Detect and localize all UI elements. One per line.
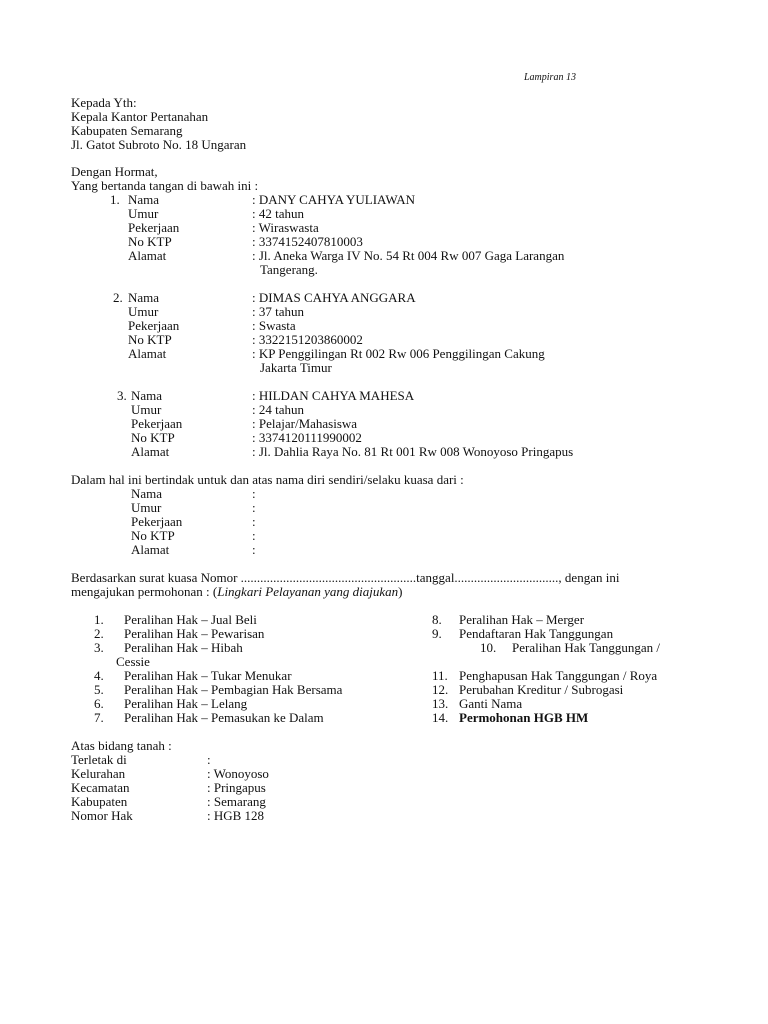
person-3-ktp-label: No KTP (131, 430, 175, 445)
person-2-nama-label: Nama (128, 290, 160, 305)
person-2-umur: : 37 tahun (252, 304, 304, 319)
land-kecamatan-value: : Pringapus (207, 780, 266, 795)
recipient-address: Jl. Gatot Subroto No. 18 Ungaran (71, 137, 247, 152)
person-1-nama: : DANY CAHYA YULIAWAN (252, 192, 416, 207)
service-4-num: 4. (94, 668, 104, 683)
person-1-alamat-cont: Tangerang. (260, 262, 318, 277)
person-1-alamat: : Jl. Aneka Warga IV No. 54 Rt 004 Rw 007 Gaga Larangan (252, 248, 565, 263)
person-2-nama: : DIMAS CAHYA ANGGARA (252, 290, 416, 305)
person-3-alamat: : Jl. Dahlia Raya No. 81 Rt 001 Rw 008 Wonoyoso Pringapus (252, 444, 574, 459)
land-nomor-value: : HGB 128 (207, 808, 265, 823)
land-intro: Atas bidang tanah : (71, 738, 172, 753)
service-8-num: 8. (432, 612, 442, 627)
land-nomor-label: Nomor Hak (71, 808, 133, 823)
person-1-pekerjaan-label: Pekerjaan (128, 220, 180, 235)
proxy-nama-colon: : (252, 486, 256, 501)
person-2-number: 2. (113, 290, 123, 305)
person-2-alamat-label: Alamat (128, 346, 167, 361)
person-3-alamat-label: Alamat (131, 444, 170, 459)
service-12-num: 12. (432, 682, 449, 697)
service-12-text: Perubahan Kreditur / Subrogasi (459, 682, 624, 697)
person-1-ktp-label: No KTP (128, 234, 172, 249)
service-5-num: 5. (94, 682, 104, 697)
person-2-alamat: : KP Penggilingan Rt 002 Rw 006 Penggilingan Cakung (252, 346, 545, 361)
land-kelurahan-value: : Wonoyoso (207, 766, 269, 781)
proxy-ktp-colon: : (252, 528, 256, 543)
service-6-num: 6. (94, 696, 104, 711)
person-1-nama-label: Nama (128, 192, 160, 207)
service-11-num: 11. (432, 668, 448, 683)
proxy-pekerjaan-label: Pekerjaan (131, 514, 183, 529)
intro-text: Yang bertanda tangan di bawah ini : (71, 178, 259, 193)
person-3-number: 3. (117, 388, 127, 403)
land-kabupaten-value: : Semarang (207, 794, 266, 809)
person-1-ktp: : 3374152407810003 (252, 234, 363, 249)
proxy-pekerjaan-colon: : (252, 514, 256, 529)
recipient-office: Kepala Kantor Pertanahan (71, 109, 209, 124)
person-3-umur-label: Umur (131, 402, 162, 417)
request-line-2-italic: Lingkari Pelayanan yang diajukan (217, 584, 399, 599)
person-3-pekerjaan: : Pelajar/Mahasiswa (252, 416, 358, 431)
proxy-alamat-colon: : (252, 542, 256, 557)
person-2-ktp-label: No KTP (128, 332, 172, 347)
service-2-text: Peralihan Hak – Pewarisan (124, 626, 265, 641)
service-14-text: Permohonan HGB HM (459, 710, 589, 725)
service-2-num: 2. (94, 626, 104, 641)
person-2-umur-label: Umur (128, 304, 159, 319)
service-10-num: 10. (480, 640, 497, 655)
person-3-nama: : HILDAN CAHYA MAHESA (252, 388, 415, 403)
service-10-cont: Cessie (116, 654, 150, 669)
service-7-text: Peralihan Hak – Pemasukan ke Dalam (124, 710, 324, 725)
service-11-text: Penghapusan Hak Tanggungan / Roya (459, 668, 658, 683)
service-14-num: 14. (432, 710, 449, 725)
service-9-text: Pendaftaran Hak Tanggungan (459, 626, 614, 641)
service-9-num: 9. (432, 626, 442, 641)
attachment-label: Lampiran 13 (524, 72, 576, 83)
service-13-num: 13. (432, 696, 449, 711)
land-terletak-value: : (207, 752, 211, 767)
person-2-ktp: : 3322151203860002 (252, 332, 363, 347)
request-line-2-suffix: ) (398, 584, 403, 599)
person-3-ktp: : 3374120111990002 (252, 430, 362, 445)
person-3-nama-label: Nama (131, 388, 163, 403)
land-kabupaten-label: Kabupaten (71, 794, 128, 809)
recipient-regency: Kabupaten Semarang (71, 123, 183, 138)
person-2-pekerjaan-label: Pekerjaan (128, 318, 180, 333)
person-1-pekerjaan: : Wiraswasta (252, 220, 319, 235)
person-1-alamat-label: Alamat (128, 248, 167, 263)
service-3-num: 3. (94, 640, 104, 655)
recipient-greeting: Kepada Yth: (71, 95, 137, 110)
proxy-nama-label: Nama (131, 486, 163, 501)
service-13-text: Ganti Nama (459, 696, 523, 711)
request-line-1: Berdasarkan surat kuasa Nomor ......................................................tanggal................................, dengan ini (71, 570, 620, 585)
service-1-text: Peralihan Hak – Jual Beli (124, 612, 257, 627)
service-7-num: 7. (94, 710, 104, 725)
service-1-num: 1. (94, 612, 104, 627)
service-3-text: Peralihan Hak – Hibah (124, 640, 243, 655)
service-4-text: Peralihan Hak – Tukar Menukar (124, 668, 292, 683)
service-8-text: Peralihan Hak – Merger (459, 612, 585, 627)
proxy-intro: Dalam hal ini bertindak untuk dan atas nama diri sendiri/selaku kuasa dari : (71, 472, 464, 487)
proxy-umur-colon: : (252, 500, 256, 515)
service-10-text: Peralihan Hak Tanggungan / (512, 640, 660, 655)
proxy-ktp-label: No KTP (131, 528, 175, 543)
person-1-umur: : 42 tahun (252, 206, 304, 221)
person-1-number: 1. (110, 192, 120, 207)
person-2-pekerjaan: : Swasta (252, 318, 296, 333)
service-6-text: Peralihan Hak – Lelang (124, 696, 248, 711)
proxy-umur-label: Umur (131, 500, 162, 515)
person-1-umur-label: Umur (128, 206, 159, 221)
service-5-text: Peralihan Hak – Pembagian Hak Bersama (124, 682, 343, 697)
land-kecamatan-label: Kecamatan (71, 780, 130, 795)
person-3-pekerjaan-label: Pekerjaan (131, 416, 183, 431)
request-line-2-prefix: mengajukan permohonan : ( (71, 584, 218, 599)
proxy-alamat-label: Alamat (131, 542, 170, 557)
land-terletak-label: Terletak di (71, 752, 127, 767)
land-kelurahan-label: Kelurahan (71, 766, 126, 781)
person-3-umur: : 24 tahun (252, 402, 304, 417)
request-line-2 (71, 585, 402, 599)
person-2-alamat-cont: Jakarta Timur (260, 360, 332, 375)
salutation: Dengan Hormat, (71, 164, 158, 179)
